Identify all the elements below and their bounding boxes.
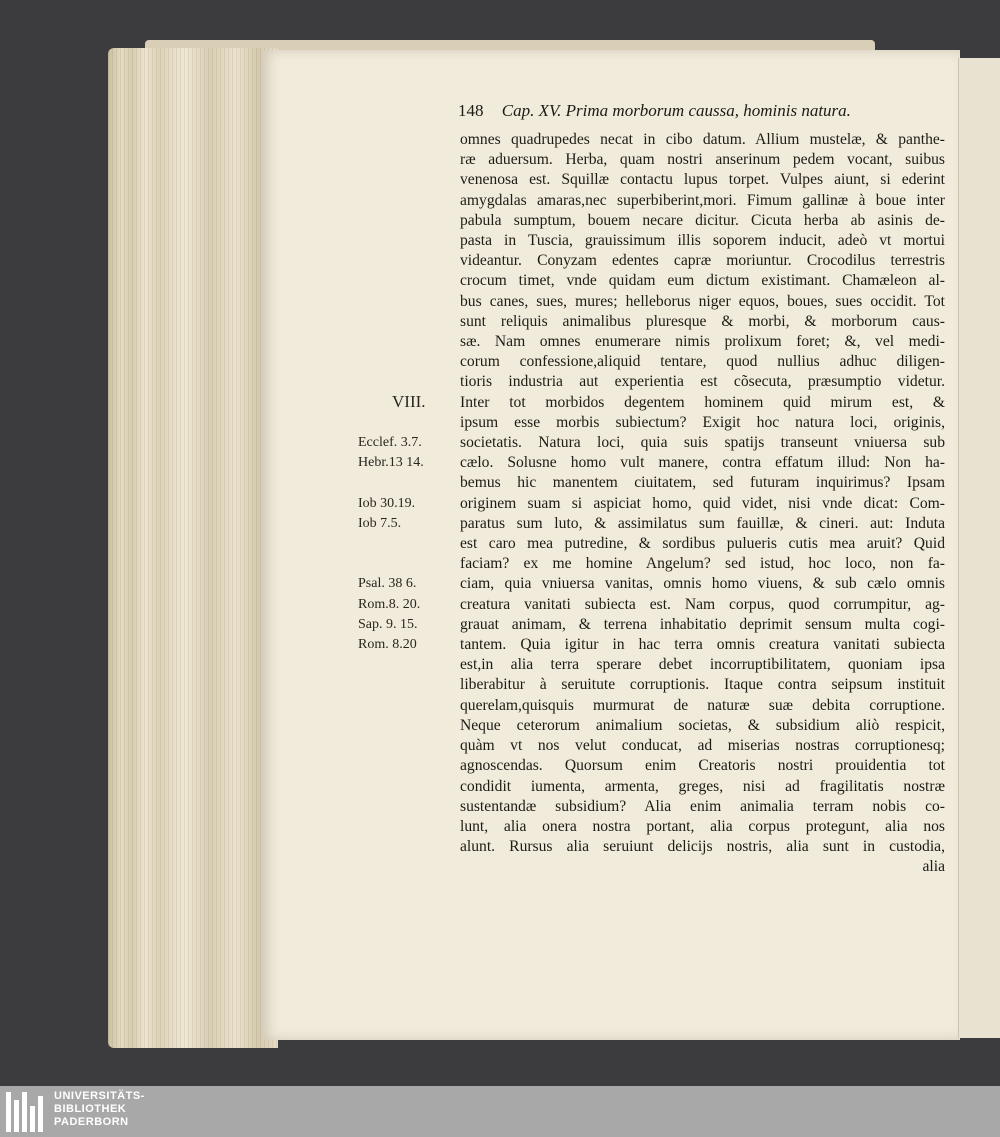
text-line: sunt reliquis animalibus pluresque & morbi, & morborum caus- bbox=[460, 312, 945, 330]
text-line: tioris industria aut experientia est cõsecuta, præsumptio videtur. bbox=[460, 373, 945, 391]
text-line: bus canes, sues, mures; helleborus niger equos, boues, sues occidit. Tot bbox=[460, 292, 945, 310]
library-footer bbox=[0, 1086, 1000, 1137]
text-line: sæ. Nam omnes enumerare nimis prolixum foret; &, vel medi- bbox=[460, 333, 945, 351]
margin-reference: Hebr.13 14. bbox=[358, 455, 424, 471]
text-line: sustentandæ subsidium? Alia enim animalia terram nobis co- bbox=[460, 797, 945, 815]
text-line: amygdalas amaras,nec superbiberint,mori. Fimum gallinæ à boue inter bbox=[460, 191, 945, 209]
text-line: omnes quadrupedes necat in cibo datum. Allium mustelæ, & panthe- bbox=[460, 131, 945, 148]
text-line: liberabitur à seruitute corruptionis. Itaque contra seipsum instituit bbox=[460, 676, 945, 694]
text-line: paratus sum luto, & assimilatus sum fauillæ, & cineri. aut: Induta bbox=[460, 514, 945, 532]
body-text bbox=[460, 130, 945, 878]
library-logo-icon bbox=[6, 1092, 46, 1132]
text-line: societatis. Natura loci, quia suis spatijs transeunt vniuersa sub bbox=[460, 434, 945, 452]
text-line: faciam? ex me homine Angelum? sed istud, hoc loco, non fa- bbox=[460, 555, 945, 573]
margin-reference: Psal. 38 6. bbox=[358, 576, 417, 592]
library-name bbox=[54, 1090, 145, 1129]
text-line: cælo. Solusne homo vult manere, contra effatum illud: Non ha- bbox=[460, 454, 945, 472]
text-line: videantur. Conyzam edentes capræ moriuntur. Crocodilus terrestris bbox=[460, 252, 945, 270]
text-line: Inter tot morbidos degentem hominem quid mirum est, & bbox=[460, 393, 945, 411]
margin-reference: Iob 30.19. bbox=[358, 495, 416, 511]
text-line: ciam, quia vniuersa vanitas, omnis homo viuens, & sub cælo omnis bbox=[460, 575, 945, 593]
margin-reference: Rom.8. 20. bbox=[358, 596, 421, 612]
text-line: est,in alia terra sperare debet incorruptibilitatem, quoniam ipsa bbox=[460, 656, 945, 674]
margin-reference: Iob 7.5. bbox=[358, 515, 402, 531]
page-number: 148 bbox=[458, 101, 484, 120]
margin-reference: VIII. bbox=[392, 391, 426, 411]
facing-page-edge bbox=[958, 58, 1000, 1038]
running-title: Cap. XV. Prima morborum caussa, hominis natura. bbox=[501, 101, 851, 120]
text-line: agnoscendas. Quorsum enim Creatoris nostri prouidentia tot bbox=[460, 757, 945, 775]
text-line: Neque ceterorum animalium societas, & subsidium aliò respicit, bbox=[460, 716, 945, 734]
text-line: tantem. Quia igitur in hac terra omnis creatura vanitati subiecta bbox=[460, 636, 945, 654]
library-name-line: BIBLIOTHEK bbox=[54, 1103, 127, 1115]
text-line: alunt. Rursus alia seruiunt delicijs nostris, alia sunt in custodia, bbox=[460, 838, 945, 856]
library-name-line: UNIVERSITÄTS- bbox=[54, 1090, 145, 1102]
text-line: condidit iumenta, armenta, greges, nisi ad fragilitatis nostræ bbox=[460, 777, 945, 795]
text-line: grauat animam, & terrena inhabitatio deprimit sensum multa cogi- bbox=[460, 615, 945, 633]
margin-reference: Rom. 8.20 bbox=[358, 637, 417, 652]
running-header bbox=[458, 101, 928, 121]
text-line: alia bbox=[922, 858, 945, 876]
margin-reference: Ecclef. 3.7. bbox=[358, 435, 422, 450]
text-line: querelam,quisquis murmurat de naturæ suæ debita corruptione. bbox=[460, 696, 945, 714]
text-line: pasta in Tuscia, grauissimum illis soporem inducit, adeò vt mortui bbox=[460, 232, 945, 250]
text-line: corum confessione,aliquid tentare, quod nullius adhuc diligen- bbox=[460, 353, 945, 371]
text-line: originem suam si aspiciat homo, quid videt, nisi vnde dicat: Com- bbox=[460, 494, 945, 512]
book-page-edges bbox=[108, 48, 278, 1048]
text-line: pabula sumptum, bouem necare dicitur. Cicuta herba ab asinis de- bbox=[460, 211, 945, 229]
text-line: creatura vanitati subiecta est. Nam corpus, quod corrumpitur, ag- bbox=[460, 595, 945, 613]
text-line: est caro mea putredine, & sordibus pulueris cutis mea aruit? Quid bbox=[460, 535, 945, 553]
text-line: ræ aduersum. Herba, quam nostri anserinum pedem vocant, suibus bbox=[460, 151, 945, 169]
text-line: quàm vt nos velut conducat, ad miserias nostras corruptionesq; bbox=[460, 737, 945, 755]
text-line: bemus hic manentem ciuitatem, sed futuram inquirimus? Ipsam bbox=[460, 474, 945, 492]
library-name-line: PADERBORN bbox=[54, 1116, 129, 1128]
text-line: ipsum esse morbis subiectum? Exigit hoc natura loci, originis, bbox=[460, 413, 945, 431]
text-line: venenosa est. Squillæ contactu lupus torpet. Vulpes aiunt, si ederint bbox=[460, 171, 945, 189]
margin-reference: Sap. 9. 15. bbox=[358, 616, 418, 632]
text-line: crocum timet, vnde quidam eum dictum existimant. Chamæleon al- bbox=[460, 272, 945, 290]
text-line: lunt, alia onera nostra portant, alia corpus protegunt, alia nos bbox=[460, 817, 945, 835]
